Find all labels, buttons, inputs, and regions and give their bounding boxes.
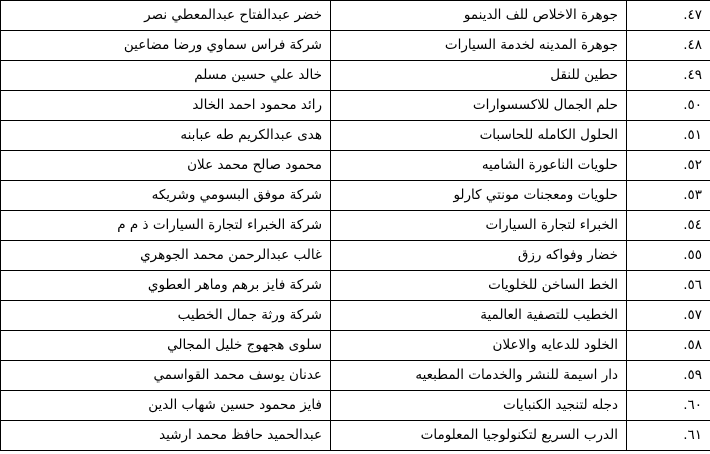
business-name: حطين للنقل <box>331 61 627 91</box>
business-name: الخط الساخن للخلويات <box>331 271 627 301</box>
business-name: دار اسيمة للنشر والخدمات المطبعيه <box>331 361 627 391</box>
business-name: الحلول الكامله للحاسبات <box>331 121 627 151</box>
row-number: ٥٠. <box>627 91 710 121</box>
owner-name: فايز محمود حسين شهاب الدين <box>1 391 331 421</box>
row-number: ٥٥. <box>627 241 710 271</box>
table-row <box>1 181 710 211</box>
table-row <box>1 361 710 391</box>
business-name: الخلود للدعايه والاعلان <box>331 331 627 361</box>
table-row <box>1 121 710 151</box>
business-name: الدرب السريع لتكنولوجيا المعلومات <box>331 421 627 451</box>
row-number: ٥٨. <box>627 331 710 361</box>
table-row <box>1 211 710 241</box>
table-row <box>1 301 710 331</box>
row-number: ٥١. <box>627 121 710 151</box>
row-number: ٤٧. <box>627 1 710 31</box>
owner-name: هدى عبدالكريم طه عبابنه <box>1 121 331 151</box>
business-name: دجله لتنجيد الكنبايات <box>331 391 627 421</box>
owner-name: رائد محمود احمد الخالد <box>1 91 331 121</box>
table-row <box>1 391 710 421</box>
owner-name: خضر عبدالفتاح عبدالمعطي نصر <box>1 1 331 31</box>
table-row <box>1 241 710 271</box>
table-row <box>1 421 710 451</box>
row-number: ٥٤. <box>627 211 710 241</box>
row-number: ٥٩. <box>627 361 710 391</box>
business-name: حلم الجمال للاكسسوارات <box>331 91 627 121</box>
row-number: ٤٩. <box>627 61 710 91</box>
row-number: ٥٣. <box>627 181 710 211</box>
row-number: ٦٠. <box>627 391 710 421</box>
row-number: ٥٦. <box>627 271 710 301</box>
table-row <box>1 91 710 121</box>
business-name: جوهرة الاخلاص للف الدينمو <box>331 1 627 31</box>
business-name: الخبراء لتجارة السيارات <box>331 211 627 241</box>
owner-name: محمود صالح محمد علان <box>1 151 331 181</box>
table-body <box>1 1 710 451</box>
row-number: ٦١. <box>627 421 710 451</box>
owner-name: شركة فايز برهم وماهر العطوي <box>1 271 331 301</box>
table-row <box>1 1 710 31</box>
business-name: حلويات ومعجنات مونتي كارلو <box>331 181 627 211</box>
table-row <box>1 61 710 91</box>
business-name: حلويات الناعورة الشاميه <box>331 151 627 181</box>
business-name: خضار وفواكه رزق <box>331 241 627 271</box>
owner-name: شركة فراس سماوي ورضا مضاعين <box>1 31 331 61</box>
owner-name: غالب عبدالرحمن محمد الجوهري <box>1 241 331 271</box>
owner-name: خالد علي حسين مسلم <box>1 61 331 91</box>
table-row <box>1 31 710 61</box>
business-name: الخطيب للتصفية العالمية <box>331 301 627 331</box>
table-row <box>1 331 710 361</box>
owner-name: شركة ورثة جمال الخطيب <box>1 301 331 331</box>
table-row <box>1 271 710 301</box>
row-number: ٤٨. <box>627 31 710 61</box>
table-row <box>1 151 710 181</box>
row-number: ٥٢. <box>627 151 710 181</box>
row-number: ٥٧. <box>627 301 710 331</box>
owner-name: عبدالحميد حافظ محمد ارشيد <box>1 421 331 451</box>
owner-name: شركة الخبراء لتجارة السيارات ذ م م <box>1 211 331 241</box>
owner-name: عدنان يوسف محمد القواسمي <box>1 361 331 391</box>
owner-name: سلوى هجهوج خليل المجالي <box>1 331 331 361</box>
owner-name: شركة موفق البسومي وشريكه <box>1 181 331 211</box>
business-name: جوهرة المدينه لخدمة السيارات <box>331 31 627 61</box>
